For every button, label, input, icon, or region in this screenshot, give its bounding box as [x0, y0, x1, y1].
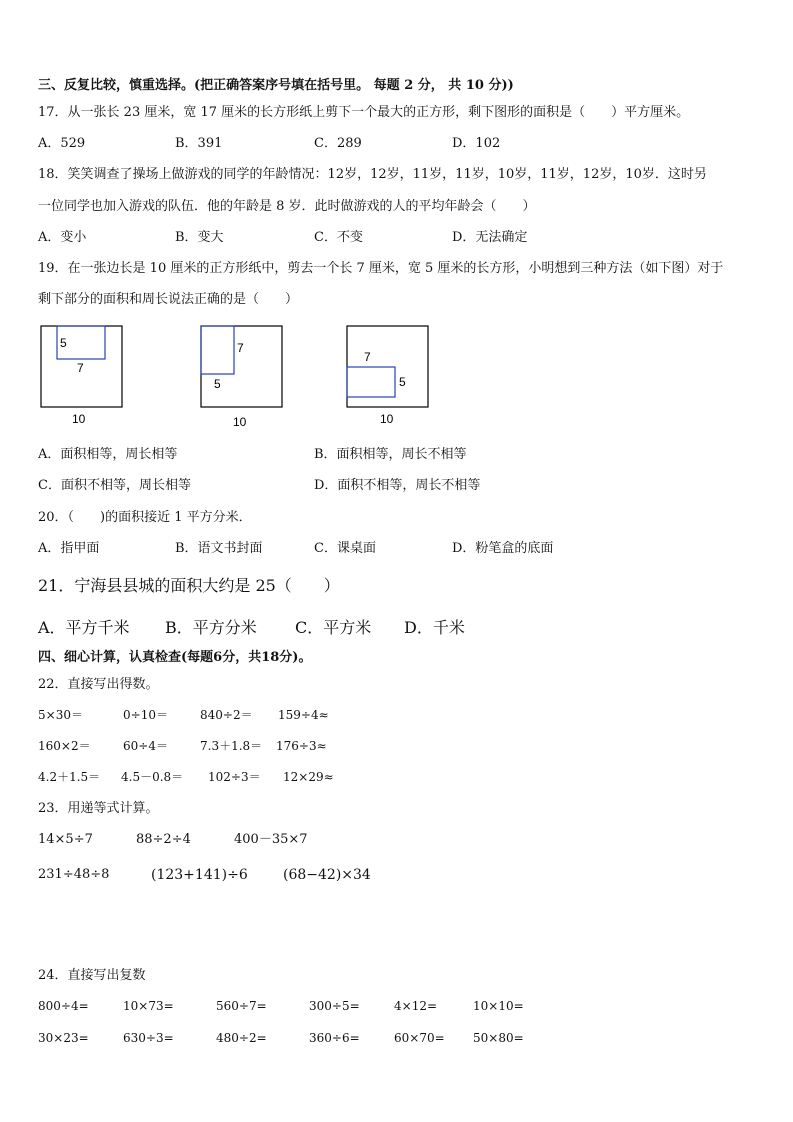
label-width: 5 — [399, 375, 406, 389]
cut-rectangle — [201, 326, 234, 374]
calc-item: 560÷7= — [216, 999, 267, 1013]
question-24-title: 24．直接写出复数 — [38, 968, 146, 983]
calc-item: 60×70= — [394, 1031, 445, 1045]
expression: 231÷48÷8 — [38, 867, 110, 882]
question-18-line-2: 一位同学也加入游戏的队伍．他的年龄是 8 岁．此时做游戏的人的平均年龄会（ ） — [38, 199, 536, 214]
calc-item: 160×2＝ — [38, 739, 91, 753]
option-b: B．平方分米 — [165, 618, 257, 637]
calc-item: 300÷5= — [309, 999, 360, 1013]
calc-item: 102÷3＝ — [208, 770, 261, 784]
question-19-line-2: 剩下部分的面积和周长说法正确的是（ ） — [38, 292, 299, 307]
figure-1 — [41, 326, 122, 426]
option-a: A．529 — [38, 136, 86, 151]
option-a: A．面积相等，周长相等 — [38, 447, 178, 462]
option-c: C．不变 — [314, 230, 363, 245]
label-width: 5 — [60, 336, 67, 350]
calc-item: 60÷4＝ — [123, 739, 168, 753]
calc-item: 4.2＋1.5＝ — [38, 770, 101, 784]
label-side: 10 — [380, 412, 394, 426]
option-c: C．面积不相等，周长相等 — [38, 478, 191, 493]
calc-item: 7.3＋1.8＝ — [200, 739, 263, 753]
question-18-line-1: 18．笑笑调查了操场上做游戏的同学的年龄情况：12岁，12岁，11岁，11岁，10岁，11岁，12岁，10岁．这时另 — [38, 167, 707, 182]
expression: (123+141)÷6 — [151, 867, 248, 883]
calc-item: 4.5－0.8＝ — [121, 770, 184, 784]
calc-item: 5×30＝ — [38, 708, 83, 722]
calc-item: 12×29≈ — [283, 770, 334, 784]
option-d: D．粉笔盒的底面 — [452, 541, 554, 556]
calc-item: 4×12= — [394, 999, 438, 1013]
question-23-title: 23．用递等式计算。 — [38, 801, 159, 816]
option-d: D．102 — [452, 136, 501, 151]
option-b: B．语文书封面 — [175, 541, 263, 556]
label-length: 7 — [77, 361, 84, 375]
square-outline — [201, 326, 282, 407]
option-c: C．课桌面 — [314, 541, 376, 556]
option-a: A．指甲面 — [38, 541, 100, 556]
question-20: 20．（ )的面积接近 1 平方分米． — [38, 510, 252, 525]
option-c: C．289 — [314, 136, 362, 151]
calc-item: 10×73= — [123, 999, 174, 1013]
label-side: 10 — [233, 415, 247, 429]
label-width: 5 — [214, 377, 221, 391]
label-side: 10 — [72, 412, 86, 426]
section-3-heading: 三、反复比较，慎重选择。(把正确答案序号填在括号里。 每题 2 分， 共 10 分)) — [38, 78, 514, 93]
expression: 400－35×7 — [234, 832, 308, 847]
figure-2 — [201, 326, 282, 429]
calc-item: 159÷4≈ — [278, 708, 329, 722]
label-length: 7 — [364, 350, 371, 364]
section-4-heading: 四、细心计算，认真检查(每题6分，共18分)。 — [38, 650, 312, 665]
question-19-line-1: 19．在一张边长是 10 厘米的正方形纸中，剪去一个长 7 厘米，宽 5 厘米的长方形，小明想到三种方法（如下图）对于 — [38, 261, 724, 276]
question-19-figures — [0, 318, 793, 438]
option-c: C．平方米 — [295, 618, 372, 637]
label-length: 7 — [237, 341, 244, 355]
option-b: B．面积相等，周长不相等 — [314, 447, 467, 462]
question-22-title: 22．直接写出得数。 — [38, 677, 159, 692]
calc-item: 630÷3= — [123, 1031, 174, 1045]
calc-item: 30×23= — [38, 1031, 89, 1045]
expression: 88÷2÷4 — [136, 832, 191, 847]
calc-item: 480÷2= — [216, 1031, 267, 1045]
option-b: B．391 — [175, 136, 223, 151]
calc-item: 800÷4= — [38, 999, 89, 1013]
expression: (68−42)×34 — [283, 867, 371, 883]
option-d: D．千米 — [404, 618, 465, 637]
question-17: 17．从一张长 23 厘米，宽 17 厘米的长方形纸上剪下一个最大的正方形，剩下图形的面积是（ ）平方厘米。 — [38, 105, 690, 120]
cut-rectangle — [347, 367, 395, 397]
question-21: 21．宁海县县城的面积大约是 25（ ） — [38, 576, 340, 595]
calc-item: 50×80= — [473, 1031, 524, 1045]
option-d: D．面积不相等，周长不相等 — [314, 478, 481, 493]
option-a: A．变小 — [38, 230, 87, 245]
option-a: A．平方千米 — [38, 618, 130, 637]
option-d: D．无法确定 — [452, 230, 528, 245]
figure-3 — [347, 326, 428, 426]
calc-item: 840÷2＝ — [200, 708, 253, 722]
calc-item: 360÷6= — [309, 1031, 360, 1045]
calc-item: 0÷10＝ — [123, 708, 168, 722]
option-b: B．变大 — [175, 230, 224, 245]
calc-item: 10×10= — [473, 999, 524, 1013]
calc-item: 176÷3≈ — [276, 739, 327, 753]
expression: 14×5÷7 — [38, 832, 93, 847]
